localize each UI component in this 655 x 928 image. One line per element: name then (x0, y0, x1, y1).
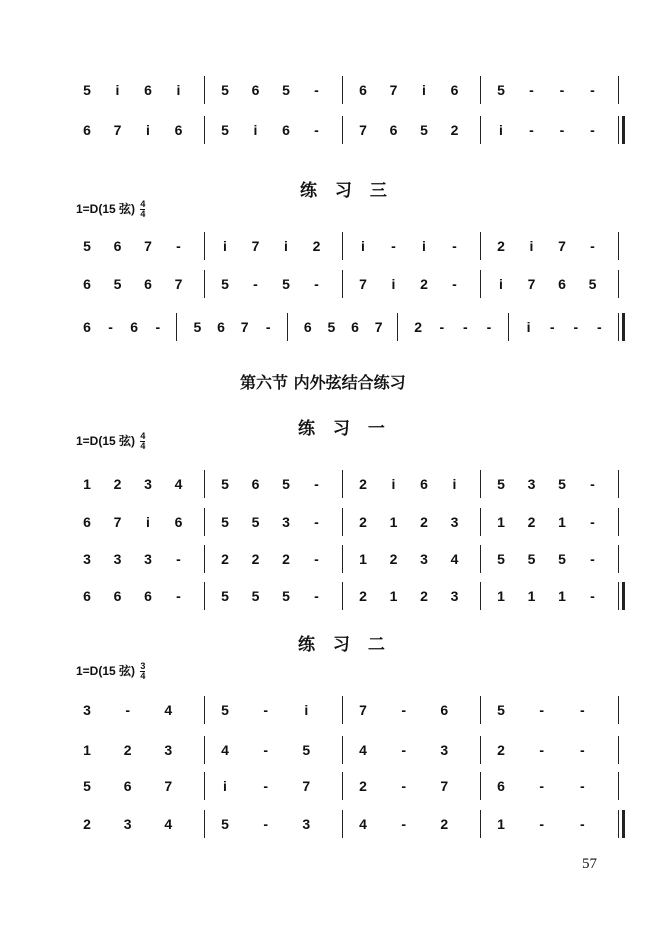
note: i (529, 238, 534, 254)
meter-top: 4 (140, 199, 146, 210)
note: 6 (144, 276, 152, 292)
dash-note: - (590, 238, 595, 254)
score-row (0, 545, 655, 575)
note: 2 (440, 816, 449, 832)
note: 5 (221, 82, 229, 98)
note: 5 (282, 476, 290, 492)
note: 6 (174, 122, 183, 138)
barline (397, 313, 398, 341)
barline (204, 582, 205, 610)
note: 1 (497, 514, 505, 530)
note: 6 (83, 514, 91, 530)
note: 5 (221, 702, 229, 718)
barline (480, 76, 481, 104)
final-barline-thick (622, 582, 625, 610)
note: 6 (251, 476, 260, 492)
note: 5 (83, 82, 91, 98)
note: 6 (440, 702, 449, 718)
note: 6 (558, 276, 566, 292)
dash-note: - (108, 319, 113, 335)
note: 3 (123, 816, 132, 832)
barline (618, 508, 619, 536)
meter-bottom: 4 (140, 209, 146, 220)
dash-note: - (579, 816, 585, 832)
note: 2 (251, 551, 260, 567)
barline (618, 736, 619, 764)
barline (480, 810, 481, 838)
dash-note: - (439, 319, 445, 335)
dash-note: - (452, 238, 457, 254)
dash-note: - (401, 816, 406, 832)
dash-note: - (314, 476, 319, 492)
note: 5 (420, 122, 428, 138)
dash-note: - (590, 588, 595, 604)
dash-note: - (579, 742, 585, 758)
note: 7 (527, 276, 536, 292)
barline (204, 772, 205, 800)
key-signature (76, 200, 145, 219)
score-row (0, 582, 655, 612)
note: 5 (221, 122, 229, 138)
barline (342, 76, 343, 104)
barline (618, 772, 619, 800)
note: 5 (558, 551, 566, 567)
dash-note: - (559, 122, 565, 138)
note: 6 (359, 82, 367, 98)
note: 5 (558, 476, 566, 492)
score-row (0, 313, 655, 343)
note: 3 (83, 702, 91, 718)
note: 6 (251, 82, 260, 98)
note: 1 (359, 551, 367, 567)
note: 2 (420, 588, 428, 604)
dash-note: - (452, 276, 457, 292)
note: 5 (497, 702, 505, 718)
barline (342, 508, 343, 536)
dash-note: - (463, 319, 468, 335)
note: 2 (414, 319, 423, 335)
key-text: 1=D(15 弦) (76, 434, 136, 448)
score-row (0, 270, 655, 300)
barline (287, 313, 288, 341)
final-barline (618, 116, 619, 144)
note: 7 (164, 778, 173, 794)
barline (342, 116, 343, 144)
key-signature (76, 432, 145, 451)
time-signature (140, 432, 145, 451)
note: 6 (450, 82, 459, 98)
note: 1 (558, 514, 566, 530)
barline (204, 232, 205, 260)
note: 2 (359, 476, 367, 492)
dash-note: - (590, 514, 595, 530)
note: i (422, 82, 426, 98)
dash-note: - (265, 319, 271, 335)
dash-note: - (590, 476, 595, 492)
dash-note: - (529, 82, 534, 98)
note: 5 (588, 276, 597, 292)
dash-note: - (263, 778, 268, 794)
final-barline (618, 582, 619, 610)
note: 2 (359, 778, 367, 794)
barline (176, 313, 177, 341)
note: 4 (174, 476, 183, 492)
note: 6 (351, 319, 359, 335)
dash-note: - (263, 816, 268, 832)
note: 5 (221, 276, 229, 292)
exercise-title: 练 习 三 (300, 181, 393, 201)
dash-note: - (401, 778, 406, 794)
dash-note: - (539, 816, 544, 832)
note: 1 (83, 742, 91, 758)
dash-note: - (486, 319, 492, 335)
barline (618, 76, 619, 104)
note: 2 (83, 816, 91, 832)
final-barline-thick (622, 116, 625, 144)
barline (342, 810, 343, 838)
exercise-title: 练 习 一 (298, 419, 391, 439)
note: 4 (221, 742, 229, 758)
dash-note: - (314, 588, 319, 604)
note: 1 (389, 514, 398, 530)
note: 3 (527, 476, 536, 492)
note: 6 (113, 238, 122, 254)
note: 7 (113, 514, 122, 530)
note: 2 (359, 588, 367, 604)
barline (204, 696, 205, 724)
note: 2 (113, 476, 122, 492)
dash-note: - (263, 702, 268, 718)
note: i (223, 778, 227, 794)
note: 5 (497, 82, 505, 98)
note: i (146, 514, 150, 530)
barline (618, 270, 619, 298)
barline (204, 270, 205, 298)
note: 6 (83, 319, 91, 335)
key-text: 1=D(15 弦) (76, 202, 136, 216)
note: 2 (450, 122, 459, 138)
exercise-title: 练 习 二 (298, 635, 391, 655)
note: 5 (221, 816, 229, 832)
note: 5 (497, 551, 505, 567)
dash-note: - (314, 276, 319, 292)
meter-bottom: 4 (140, 441, 146, 452)
dash-note: - (391, 238, 396, 254)
note: 4 (359, 742, 367, 758)
note: 5 (193, 319, 202, 335)
note: 3 (164, 742, 173, 758)
note: 4 (164, 816, 173, 832)
note: 6 (497, 778, 505, 794)
note: i (391, 276, 396, 292)
note: i (391, 476, 396, 492)
barline (342, 772, 343, 800)
note: 5 (302, 742, 311, 758)
note: 5 (221, 476, 229, 492)
note: 3 (302, 816, 311, 832)
key-signature (76, 662, 145, 681)
barline (480, 116, 481, 144)
note: 6 (113, 588, 122, 604)
note: 5 (527, 551, 536, 567)
note: 6 (83, 122, 91, 138)
note: i (223, 238, 227, 254)
score-row (0, 696, 655, 726)
key-text: 1=D(15 弦) (76, 664, 136, 678)
note: i (146, 122, 150, 138)
note: 6 (144, 82, 152, 98)
note: 6 (144, 588, 152, 604)
note: 6 (217, 319, 225, 335)
barline (618, 232, 619, 260)
note: 7 (240, 319, 249, 335)
note: 2 (389, 551, 398, 567)
barline (480, 508, 481, 536)
dash-note: - (579, 702, 585, 718)
score-row (0, 470, 655, 500)
note: 3 (144, 551, 152, 567)
score-row (0, 508, 655, 538)
meter-top: 4 (140, 431, 146, 442)
note: i (499, 122, 503, 138)
note: 7 (144, 238, 152, 254)
note: 6 (83, 276, 91, 292)
section-title: 第六节 内外弦结合练习 (240, 373, 406, 392)
barline (480, 270, 481, 298)
barline (480, 232, 481, 260)
note: 3 (83, 551, 91, 567)
note: 5 (83, 778, 91, 794)
note: 3 (450, 514, 459, 530)
barline (342, 470, 343, 498)
note: 6 (303, 319, 312, 335)
note: 6 (123, 778, 132, 794)
note: 3 (282, 514, 290, 530)
note: 4 (450, 551, 459, 567)
score-row (0, 772, 655, 802)
note: 5 (83, 238, 91, 254)
note: 4 (164, 702, 173, 718)
note: i (526, 319, 531, 335)
meter-bottom: 4 (140, 671, 146, 682)
note: i (499, 276, 503, 292)
note: 5 (251, 514, 260, 530)
meter-top: 3 (140, 661, 146, 672)
score-row (0, 736, 655, 766)
note: 4 (359, 816, 367, 832)
note: 6 (83, 588, 91, 604)
note: 2 (312, 238, 321, 254)
barline (204, 736, 205, 764)
barline (480, 736, 481, 764)
note: 5 (113, 276, 122, 292)
note: 5 (282, 276, 290, 292)
dash-note: - (314, 514, 319, 530)
note: i (176, 82, 181, 98)
note: 3 (450, 588, 459, 604)
dash-note: - (155, 319, 161, 335)
note: 2 (420, 514, 428, 530)
note: 6 (174, 514, 183, 530)
barline (204, 470, 205, 498)
note: 5 (251, 588, 260, 604)
score-row (0, 76, 655, 106)
barline (480, 772, 481, 800)
dash-note: - (253, 276, 258, 292)
dash-note: - (263, 742, 268, 758)
note: i (115, 82, 120, 98)
note: 6 (130, 319, 139, 335)
barline (480, 545, 481, 573)
dash-note: - (176, 551, 181, 567)
note: 2 (420, 276, 428, 292)
barline (480, 582, 481, 610)
barline (480, 696, 481, 724)
dash-note: - (314, 122, 319, 138)
note: 3 (113, 551, 122, 567)
dash-note: - (579, 778, 585, 794)
dash-note: - (590, 122, 595, 138)
note: 1 (389, 588, 398, 604)
dash-note: - (176, 238, 181, 254)
note: 7 (113, 122, 122, 138)
barline (508, 313, 509, 341)
barline (204, 116, 205, 144)
barline (204, 76, 205, 104)
dash-note: - (176, 588, 181, 604)
dash-note: - (314, 551, 319, 567)
note: 7 (359, 276, 367, 292)
note: 5 (221, 588, 229, 604)
barline (342, 232, 343, 260)
note: 2 (123, 742, 132, 758)
score-row (0, 810, 655, 840)
dash-note: - (125, 702, 130, 718)
note: 7 (174, 276, 183, 292)
note: i (253, 122, 258, 138)
barline (618, 696, 619, 724)
note: 2 (221, 551, 229, 567)
note: 2 (497, 238, 505, 254)
note: 7 (302, 778, 311, 794)
note: i (452, 476, 457, 492)
note: 2 (359, 514, 367, 530)
final-barline-thick (622, 313, 625, 341)
note: 5 (497, 476, 505, 492)
barline (204, 508, 205, 536)
barline (618, 545, 619, 573)
barline (342, 736, 343, 764)
note: i (304, 702, 309, 718)
dash-note: - (559, 82, 565, 98)
note: 7 (389, 82, 398, 98)
barline (480, 470, 481, 498)
note: 3 (440, 742, 449, 758)
note: 2 (527, 514, 536, 530)
time-signature (140, 662, 145, 681)
note: i (284, 238, 288, 254)
note: 6 (389, 122, 398, 138)
note: 3 (420, 551, 428, 567)
final-barline-thick (622, 810, 625, 838)
dash-note: - (539, 742, 544, 758)
barline (342, 582, 343, 610)
note: 7 (359, 122, 367, 138)
note: 1 (497, 588, 505, 604)
barline (618, 470, 619, 498)
note: 7 (374, 319, 383, 335)
time-signature (140, 200, 145, 219)
note: 7 (558, 238, 566, 254)
final-barline (618, 810, 619, 838)
page-number: 57 (582, 856, 597, 872)
final-barline (618, 313, 619, 341)
barline (204, 545, 205, 573)
note: 7 (359, 702, 367, 718)
dash-note: - (573, 319, 579, 335)
note: 1 (558, 588, 566, 604)
barline (342, 696, 343, 724)
note: 1 (527, 588, 536, 604)
note: 5 (221, 514, 229, 530)
dash-note: - (401, 702, 406, 718)
dash-note: - (590, 551, 595, 567)
note: 5 (282, 82, 290, 98)
note: 1 (497, 816, 505, 832)
barline (342, 545, 343, 573)
note: i (422, 238, 426, 254)
note: 7 (440, 778, 449, 794)
dash-note: - (549, 319, 555, 335)
note: 6 (420, 476, 428, 492)
score-row (0, 232, 655, 262)
note: 1 (83, 476, 91, 492)
note: 2 (282, 551, 290, 567)
dash-note: - (539, 702, 544, 718)
note: 3 (144, 476, 152, 492)
score-row (0, 116, 655, 146)
dash-note: - (529, 122, 534, 138)
note: 7 (251, 238, 260, 254)
note: 5 (282, 588, 290, 604)
barline (342, 270, 343, 298)
dash-note: - (597, 319, 602, 335)
note: i (361, 238, 365, 254)
dash-note: - (314, 82, 319, 98)
note: 2 (497, 742, 505, 758)
dash-note: - (539, 778, 544, 794)
dash-note: - (401, 742, 406, 758)
barline (204, 810, 205, 838)
note: 5 (327, 319, 336, 335)
dash-note: - (590, 82, 595, 98)
note: 6 (282, 122, 290, 138)
